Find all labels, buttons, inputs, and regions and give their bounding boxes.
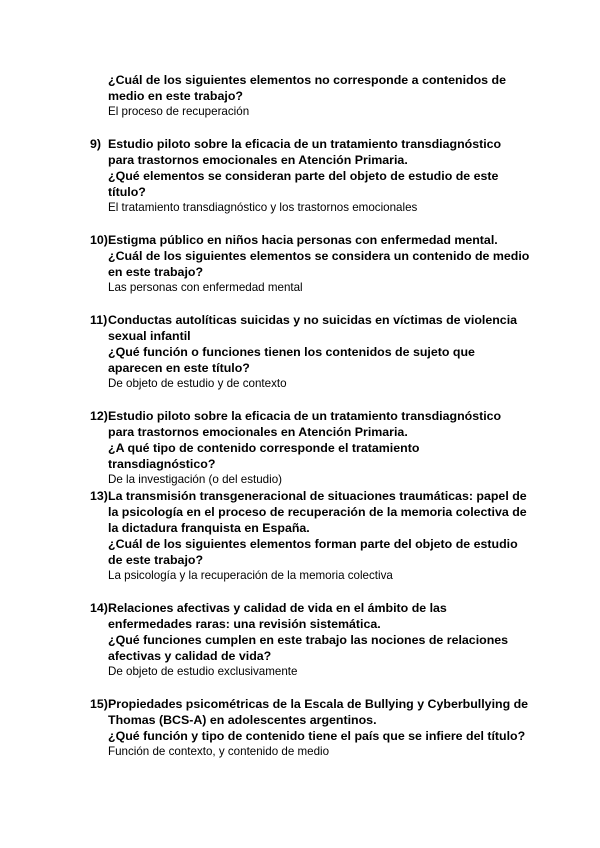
study-title: La transmisión transgeneracional de situaciones traumáticas: papel de la psicología en el proceso de recuperación de la memoria colectiva de la dictadura franquista en España. (108, 489, 527, 535)
answer-text: El tratamiento transdiagnóstico y los trastornos emocionales (108, 201, 418, 214)
answer-text: Función de contexto, y contenido de medio (108, 745, 330, 758)
study-title: Conductas autolíticas suicidas y no suicidas en víctimas de violencia sexual infantil (108, 313, 518, 343)
question-text: ¿Qué funciones cumplen en este trabajo las nociones de relaciones afectivas y calidad de vida? (108, 633, 509, 663)
answer-text: El proceso de recuperación (108, 105, 250, 118)
answer-text: Las personas con enfermedad mental (108, 281, 303, 294)
question-number: 10) (90, 233, 108, 247)
study-title: Relaciones afectivas y calidad de vida en el ámbito de las enfermedades raras: una revisión sistemática. (108, 601, 447, 631)
question-number: 11) (90, 313, 108, 327)
question-text: ¿Cuál de los siguientes elementos forman parte del objeto de estudio de este trabajo? (108, 537, 518, 567)
question-number: 15) (90, 697, 108, 711)
question-text: ¿Qué función o funciones tienen los contenidos de sujeto que aparecen en este título? (108, 345, 475, 375)
question-number: 9) (90, 137, 102, 151)
question-text: ¿Cuál de los siguientes elementos no corresponde a contenidos de medio en este trabajo? (108, 73, 506, 103)
question-block-15 (90, 696, 530, 760)
study-title: Estigma público en niños hacia personas con enfermedad mental. (108, 233, 498, 247)
answer-text: De la investigación (o del estudio) (108, 473, 283, 486)
answer-text: De objeto de estudio exclusivamente (108, 665, 298, 678)
question-number: 12) (90, 409, 108, 423)
question-block-12 (90, 408, 530, 488)
question-block-14 (90, 600, 530, 680)
question-block-11 (90, 312, 530, 392)
question-block-continuation (90, 72, 530, 120)
question-text: ¿Cuál de los siguientes elementos se considera un contenido de medio en este trabajo? (108, 249, 530, 279)
study-title: Estudio piloto sobre la eficacia de un tratamiento transdiagnóstico para trastornos emocionales en Atención Primaria. (108, 137, 502, 167)
question-block-13 (90, 488, 530, 584)
answer-text: De objeto de estudio y de contexto (108, 377, 287, 390)
question-number: 13) (90, 489, 108, 503)
question-block-9 (90, 136, 530, 216)
question-text: ¿Qué función y tipo de contenido tiene el país que se infiere del título? (108, 729, 526, 743)
answer-text: La psicología y la recuperación de la memoria colectiva (108, 569, 393, 582)
question-number: 14) (90, 601, 108, 615)
question-text: ¿A qué tipo de contenido corresponde el tratamiento transdiagnóstico? (108, 441, 420, 471)
question-block-10 (90, 232, 530, 296)
study-title: Propiedades psicométricas de la Escala de Bullying y Cyberbullying de Thomas (BCS-A) en adolescentes argentinos. (108, 697, 529, 727)
study-title: Estudio piloto sobre la eficacia de un tratamiento transdiagnóstico para trastornos emocionales en Atención Primaria. (108, 409, 502, 439)
question-text: ¿Qué elementos se consideran parte del objeto de estudio de este título? (108, 169, 499, 199)
